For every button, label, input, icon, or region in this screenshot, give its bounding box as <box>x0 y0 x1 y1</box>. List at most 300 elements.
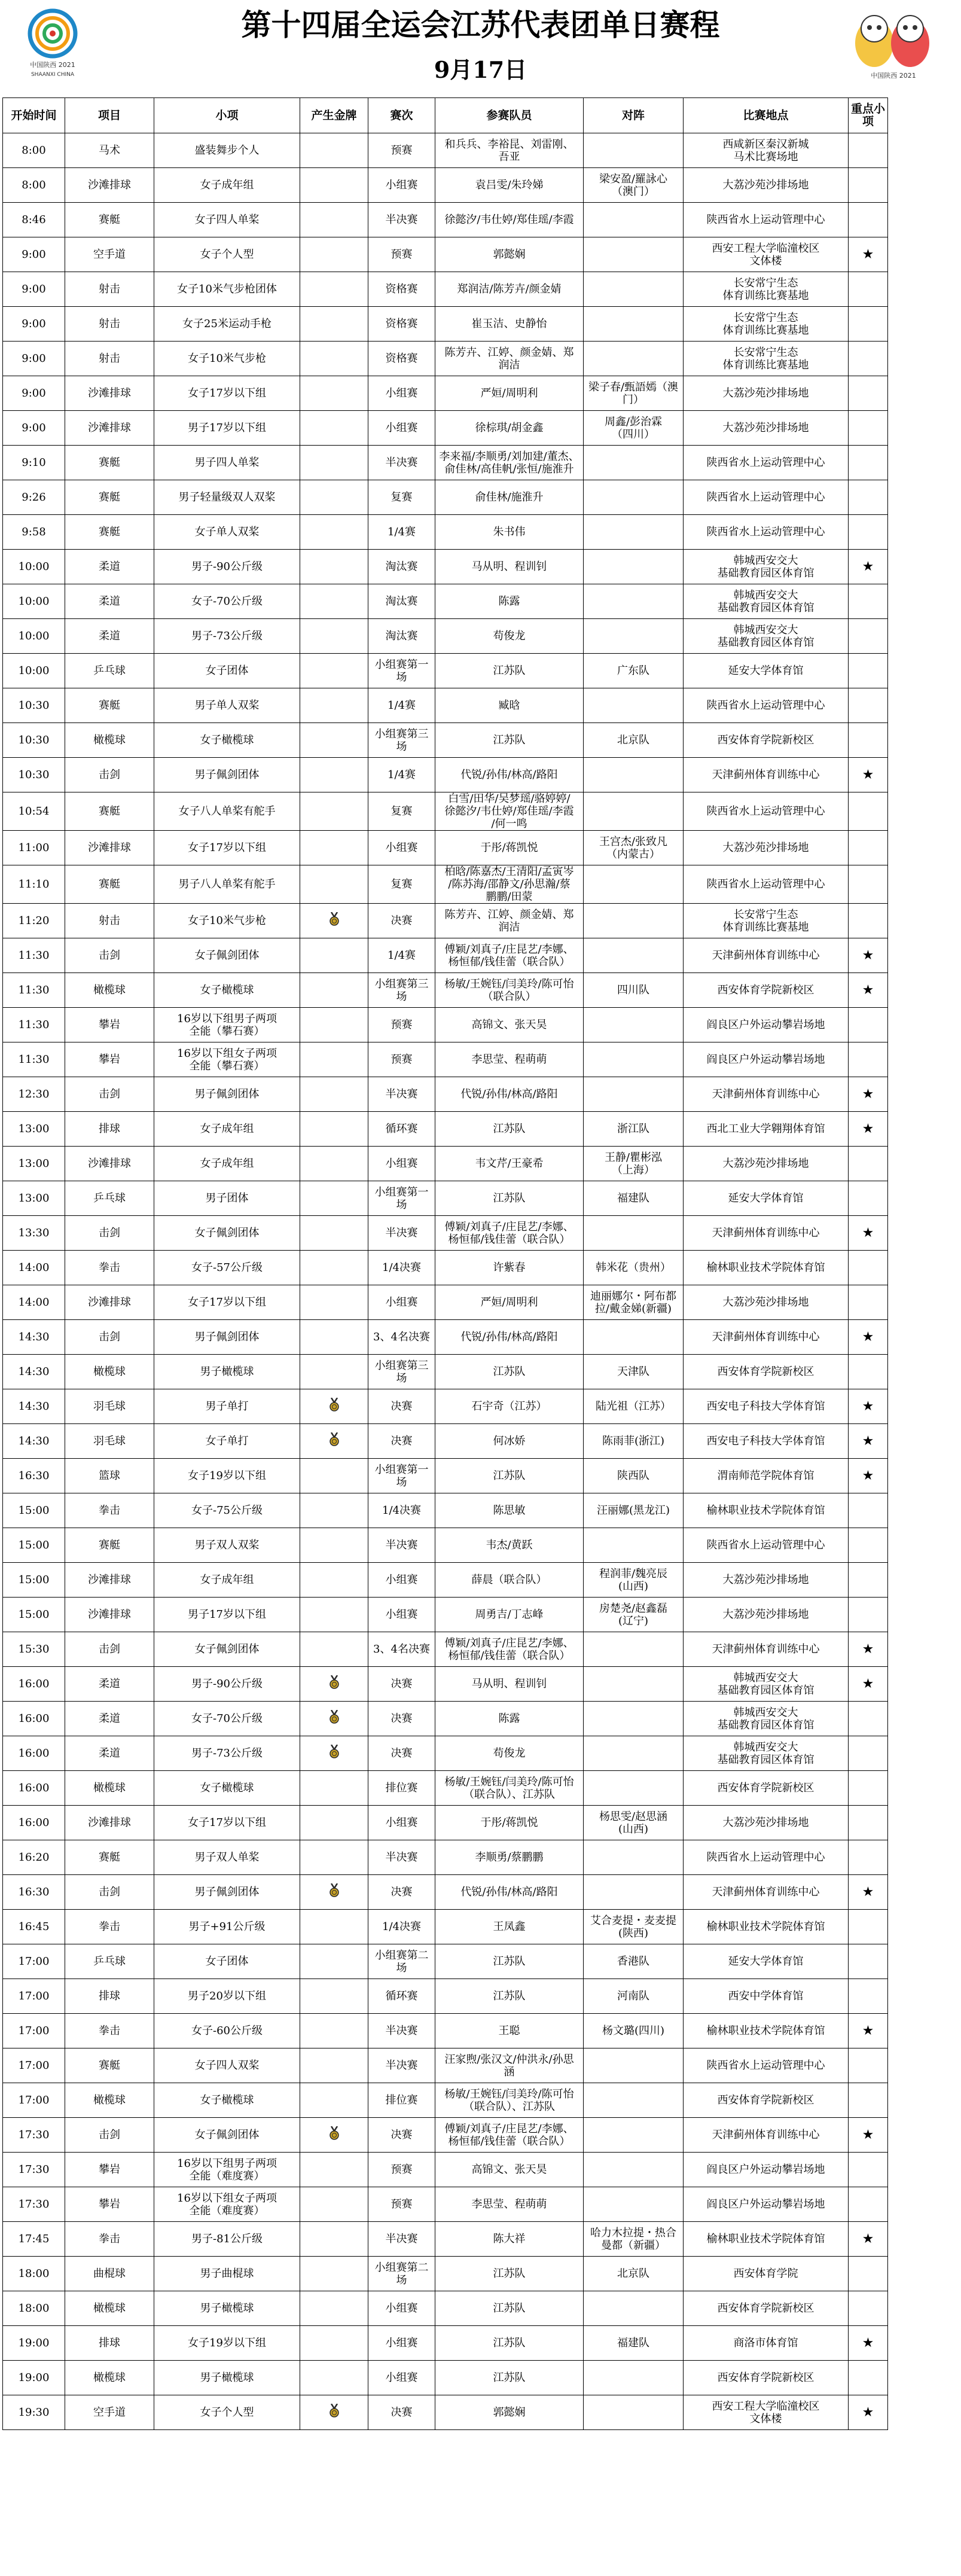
cell-opponent <box>584 203 684 237</box>
cell-sport: 击剑 <box>65 1320 154 1355</box>
cell-sport: 击剑 <box>65 758 154 792</box>
cell-venue: 长安常宁生态 体育训练比赛基地 <box>684 307 849 342</box>
cell-event: 女子成年组 <box>154 1563 300 1598</box>
cell-venue: 陕西省水上运动管理中心 <box>684 480 849 515</box>
cell-round: 决赛 <box>368 1702 435 1736</box>
cell-opponent <box>584 2291 684 2326</box>
cell-key <box>849 865 888 904</box>
star-icon: ★ <box>862 767 874 782</box>
cell-venue: 长安常宁生态 体育训练比赛基地 <box>684 342 849 376</box>
cell-athletes: 江苏队 <box>435 1944 584 1979</box>
cell-opponent <box>584 2083 684 2118</box>
cell-event: 女子单打 <box>154 1424 300 1459</box>
cell-athletes: 李思莹、程萌萌 <box>435 1042 584 1077</box>
cell-time: 19:00 <box>3 2326 65 2361</box>
cell-event: 女子-60公斤级 <box>154 2014 300 2048</box>
cell-event: 女子19岁以下组 <box>154 2326 300 2361</box>
cell-opponent <box>584 1736 684 1771</box>
cell-event: 男子八人单桨有舵手 <box>154 865 300 904</box>
cell-athletes: 陈露 <box>435 584 584 619</box>
cell-athletes: 傅颖/刘真子/庄昆艺/李娜、 杨恒郁/钱佳蕾（联合队） <box>435 1632 584 1667</box>
cell-opponent: 天津队 <box>584 1355 684 1389</box>
cell-time: 16:00 <box>3 1667 65 1702</box>
cell-gold <box>300 2291 368 2326</box>
cell-opponent: 韩米花（贵州） <box>584 1251 684 1285</box>
cell-venue: 大荔沙苑沙排场地 <box>684 376 849 411</box>
cell-venue: 韩城西安交大 基础教育园区体育馆 <box>684 584 849 619</box>
cell-round: 1/4赛 <box>368 938 435 973</box>
cell-gold <box>300 584 368 619</box>
cell-opponent: 陕西队 <box>584 1459 684 1493</box>
cell-sport: 击剑 <box>65 1077 154 1112</box>
cell-event: 女子四人双桨 <box>154 2048 300 2083</box>
col-header-gold: 产生金牌 <box>300 98 368 133</box>
cell-opponent: 哈力木拉提・热合 曼都（新疆） <box>584 2222 684 2257</box>
table-row <box>3 1181 888 1216</box>
cell-key <box>849 1285 888 1320</box>
cell-venue: 韩城西安交大 基础教育园区体育馆 <box>684 1667 849 1702</box>
cell-sport: 橄榄球 <box>65 2083 154 2118</box>
cell-round: 小组赛 <box>368 2326 435 2361</box>
table-row <box>3 1320 888 1355</box>
cell-athletes: 周勇吉/丁志峰 <box>435 1598 584 1632</box>
cell-opponent: 陆光祖（江苏） <box>584 1389 684 1424</box>
table-row <box>3 2395 888 2430</box>
table-row <box>3 1493 888 1528</box>
cell-opponent <box>584 758 684 792</box>
cell-event: 男子佩剑团体 <box>154 758 300 792</box>
cell-athletes: 王聪 <box>435 2014 584 2048</box>
cell-gold <box>300 515 368 550</box>
cell-venue: 大荔沙苑沙排场地 <box>684 1598 849 1632</box>
cell-key <box>849 307 888 342</box>
cell-sport: 沙滩排球 <box>65 411 154 446</box>
cell-opponent: 房楚尧/赵鑫磊 (辽宁) <box>584 1598 684 1632</box>
cell-venue: 天津蓟州体育训练中心 <box>684 1216 849 1251</box>
cell-athletes: 江苏队 <box>435 1181 584 1216</box>
cell-key <box>849 688 888 723</box>
table-row <box>3 133 888 168</box>
cell-round: 半决赛 <box>368 446 435 480</box>
cell-round: 小组赛 <box>368 1806 435 1840</box>
cell-venue: 阎良区户外运动攀岩场地 <box>684 2153 849 2187</box>
cell-time: 14:30 <box>3 1320 65 1355</box>
cell-sport: 射击 <box>65 342 154 376</box>
cell-gold <box>300 1042 368 1077</box>
cell-key <box>849 237 888 272</box>
cell-key <box>849 654 888 688</box>
cell-athletes: 白雪/田华/吴梦瑶/骆婷婷/ 徐懿汐/韦仕婷/郑佳瑶/李霞 /何一鸣 <box>435 792 584 831</box>
col-header-athletes: 参赛队员 <box>435 98 584 133</box>
cell-athletes: 陈芳卉、江婷、颜金婧、郑 润洁 <box>435 342 584 376</box>
cell-gold <box>300 2153 368 2187</box>
cell-time: 8:00 <box>3 168 65 203</box>
cell-time: 18:00 <box>3 2291 65 2326</box>
cell-athletes: 韦文芹/王豪希 <box>435 1147 584 1181</box>
table-row <box>3 1355 888 1389</box>
table-row <box>3 2361 888 2395</box>
cell-opponent <box>584 938 684 973</box>
cell-round: 小组赛 <box>368 831 435 865</box>
cell-time: 14:00 <box>3 1251 65 1285</box>
cell-gold <box>300 1320 368 1355</box>
cell-venue: 长安常宁生态 体育训练比赛基地 <box>684 272 849 307</box>
star-icon: ★ <box>862 2127 874 2142</box>
cell-opponent: 北京队 <box>584 723 684 758</box>
cell-gold <box>300 688 368 723</box>
cell-time: 16:20 <box>3 1840 65 1875</box>
cell-sport: 橄榄球 <box>65 1771 154 1806</box>
cell-round: 预赛 <box>368 237 435 272</box>
cell-venue: 大荔沙苑沙排场地 <box>684 831 849 865</box>
cell-key <box>849 938 888 973</box>
cell-time: 13:30 <box>3 1216 65 1251</box>
cell-key <box>849 1216 888 1251</box>
cell-key <box>849 1320 888 1355</box>
cell-opponent <box>584 2118 684 2153</box>
cell-key <box>849 723 888 758</box>
cell-key <box>849 1042 888 1077</box>
cell-athletes: 马从明、程训钊 <box>435 550 584 584</box>
cell-opponent: 王宫杰/张致凡 （内蒙古） <box>584 831 684 865</box>
cell-venue: 西安体育学院新校区 <box>684 973 849 1008</box>
cell-athletes: 臧晗 <box>435 688 584 723</box>
cell-opponent: 福建队 <box>584 1181 684 1216</box>
cell-time: 12:30 <box>3 1077 65 1112</box>
cell-sport: 拳击 <box>65 1251 154 1285</box>
cell-sport: 排球 <box>65 1979 154 2014</box>
cell-athletes: 江苏队 <box>435 1355 584 1389</box>
star-icon: ★ <box>862 1641 874 1657</box>
cell-opponent: 四川队 <box>584 973 684 1008</box>
logo-left-subcaption: SHAANXI CHINA <box>30 72 75 78</box>
cell-gold <box>300 2014 368 2048</box>
cell-sport: 赛艇 <box>65 1528 154 1563</box>
page-date: 9月17日 <box>434 56 527 83</box>
star-icon: ★ <box>862 1884 874 1900</box>
cell-venue: 阎良区户外运动攀岩场地 <box>684 1042 849 1077</box>
cell-time: 16:45 <box>3 1910 65 1944</box>
cell-key <box>849 515 888 550</box>
cell-sport: 沙滩排球 <box>65 1147 154 1181</box>
cell-key <box>849 1667 888 1702</box>
page-title: 第十四届全运会江苏代表团单日赛程 <box>241 7 720 42</box>
cell-athletes: 傅颖/刘真子/庄昆艺/李娜、 杨恒郁/钱佳蕾（联合队） <box>435 938 584 973</box>
cell-round: 复赛 <box>368 792 435 831</box>
schedule-body <box>3 133 888 2430</box>
cell-time: 10:30 <box>3 723 65 758</box>
table-row <box>3 1875 888 1910</box>
cell-athletes: 何冰娇 <box>435 1424 584 1459</box>
cell-venue: 榆林职业技术学院体育馆 <box>684 1493 849 1528</box>
cell-sport: 柔道 <box>65 584 154 619</box>
cell-sport: 沙滩排球 <box>65 168 154 203</box>
cell-athletes: 代锐/孙伟/林高/路阳 <box>435 1875 584 1910</box>
cell-gold <box>300 1944 368 1979</box>
cell-venue: 西安体育学院新校区 <box>684 2361 849 2395</box>
table-row <box>3 831 888 865</box>
cell-time: 11:00 <box>3 831 65 865</box>
cell-venue: 大荔沙苑沙排场地 <box>684 1285 849 1320</box>
cell-athletes: 代锐/孙伟/林高/路阳 <box>435 1320 584 1355</box>
cell-round: 小组赛第三场 <box>368 1355 435 1389</box>
cell-athletes: 许紫春 <box>435 1251 584 1285</box>
cell-opponent: 福建队 <box>584 2326 684 2361</box>
cell-key <box>849 619 888 654</box>
table-row <box>3 2222 888 2257</box>
medal-icon <box>329 912 340 926</box>
table-header-row <box>3 98 888 133</box>
cell-event: 16岁以下组男子两项 全能（攀石赛） <box>154 1008 300 1042</box>
star-icon: ★ <box>862 982 874 998</box>
cell-gold <box>300 1840 368 1875</box>
table-row <box>3 446 888 480</box>
star-icon: ★ <box>862 1398 874 1414</box>
star-icon: ★ <box>862 1121 874 1136</box>
cell-venue: 阎良区户外运动攀岩场地 <box>684 1008 849 1042</box>
cell-venue: 榆林职业技术学院体育馆 <box>684 1251 849 1285</box>
cell-sport: 赛艇 <box>65 446 154 480</box>
table-row <box>3 1598 888 1632</box>
table-row <box>3 688 888 723</box>
cell-event: 男子轻量级双人双桨 <box>154 480 300 515</box>
cell-opponent <box>584 1042 684 1077</box>
cell-sport: 空手道 <box>65 237 154 272</box>
cell-round: 预赛 <box>368 1042 435 1077</box>
cell-sport: 乒乓球 <box>65 1944 154 1979</box>
cell-event: 女子-70公斤级 <box>154 584 300 619</box>
cell-sport: 攀岩 <box>65 1042 154 1077</box>
cell-venue: 阎良区户外运动攀岩场地 <box>684 2187 849 2222</box>
cell-gold <box>300 550 368 584</box>
cell-key <box>849 272 888 307</box>
cell-athletes: 高锦文、张天昊 <box>435 1008 584 1042</box>
cell-gold <box>300 1112 368 1147</box>
cell-event: 男子-73公斤级 <box>154 619 300 654</box>
cell-gold <box>300 1598 368 1632</box>
cell-opponent: 杨文璐(四川) <box>584 2014 684 2048</box>
cell-opponent <box>584 515 684 550</box>
cell-event: 16岁以下组女子两项 全能（难度赛） <box>154 2187 300 2222</box>
cell-event: 男子橄榄球 <box>154 2361 300 2395</box>
medal-icon <box>329 1745 340 1759</box>
cell-event: 女子19岁以下组 <box>154 1459 300 1493</box>
cell-event: 男子单人双桨 <box>154 688 300 723</box>
cell-time: 11:30 <box>3 1042 65 1077</box>
cell-event: 男子橄榄球 <box>154 1355 300 1389</box>
cell-gold <box>300 376 368 411</box>
cell-venue: 延安大学体育馆 <box>684 654 849 688</box>
table-row <box>3 1042 888 1077</box>
cell-round: 小组赛第二场 <box>368 2257 435 2291</box>
cell-opponent <box>584 307 684 342</box>
cell-event: 女子橄榄球 <box>154 2083 300 2118</box>
cell-gold <box>300 2083 368 2118</box>
cell-event: 女子橄榄球 <box>154 1771 300 1806</box>
table-row <box>3 1840 888 1875</box>
cell-opponent <box>584 550 684 584</box>
cell-venue: 陕西省水上运动管理中心 <box>684 865 849 904</box>
cell-venue: 延安大学体育馆 <box>684 1181 849 1216</box>
cell-venue: 陕西省水上运动管理中心 <box>684 792 849 831</box>
col-header-key: 重点小项 <box>849 98 888 133</box>
cell-sport: 击剑 <box>65 1216 154 1251</box>
cell-gold <box>300 1771 368 1806</box>
cell-event: 16岁以下组男子两项 全能（难度赛） <box>154 2153 300 2187</box>
cell-event: 男子四人单桨 <box>154 446 300 480</box>
cell-key <box>849 2361 888 2395</box>
table-row <box>3 1702 888 1736</box>
table-row <box>3 2326 888 2361</box>
cell-key <box>849 2222 888 2257</box>
cell-athletes: 江苏队 <box>435 723 584 758</box>
cell-sport: 赛艇 <box>65 480 154 515</box>
cell-sport: 柔道 <box>65 1736 154 1771</box>
cell-time: 15:00 <box>3 1563 65 1598</box>
cell-venue: 韩城西安交大 基础教育园区体育馆 <box>684 1702 849 1736</box>
cell-athletes: 代锐/孙伟/林高/路阳 <box>435 1077 584 1112</box>
cell-event: 女子个人型 <box>154 237 300 272</box>
cell-round: 1/4决赛 <box>368 1251 435 1285</box>
cell-time: 16:00 <box>3 1771 65 1806</box>
cell-round: 半决赛 <box>368 2222 435 2257</box>
cell-athletes: 于彤/蒋凯悦 <box>435 831 584 865</box>
cell-gold <box>300 904 368 938</box>
star-icon: ★ <box>862 1676 874 1691</box>
cell-venue: 榆林职业技术学院体育馆 <box>684 2014 849 2048</box>
star-icon: ★ <box>862 2023 874 2038</box>
table-row <box>3 2187 888 2222</box>
medal-icon <box>329 1710 340 1724</box>
cell-time: 15:00 <box>3 1598 65 1632</box>
cell-key <box>849 1875 888 1910</box>
cell-sport: 赛艇 <box>65 1840 154 1875</box>
cell-athletes: 江苏队 <box>435 654 584 688</box>
cell-key <box>849 2326 888 2361</box>
cell-event: 女子10米气步枪团体 <box>154 272 300 307</box>
cell-time: 16:30 <box>3 1875 65 1910</box>
cell-sport: 橄榄球 <box>65 1355 154 1389</box>
cell-event: 女子-57公斤级 <box>154 1251 300 1285</box>
cell-round: 决赛 <box>368 1389 435 1424</box>
cell-round: 小组赛第一场 <box>368 654 435 688</box>
table-row <box>3 480 888 515</box>
cell-event: 男子-81公斤级 <box>154 2222 300 2257</box>
cell-gold <box>300 2326 368 2361</box>
cell-event: 女子佩剑团体 <box>154 938 300 973</box>
cell-venue: 长安常宁生态 体育训练比赛基地 <box>684 904 849 938</box>
cell-event: 女子个人型 <box>154 2395 300 2430</box>
cell-event: 男子团体 <box>154 1181 300 1216</box>
cell-time: 17:00 <box>3 2083 65 2118</box>
table-row <box>3 307 888 342</box>
cell-sport: 曲棍球 <box>65 2257 154 2291</box>
cell-round: 半决赛 <box>368 1216 435 1251</box>
table-row <box>3 1112 888 1147</box>
cell-athletes: 江苏队 <box>435 1459 584 1493</box>
cell-event: 女子佩剑团体 <box>154 1632 300 1667</box>
cell-venue: 西安体育学院新校区 <box>684 2083 849 2118</box>
cell-opponent: 广东队 <box>584 654 684 688</box>
cell-event: 男子-73公斤级 <box>154 1736 300 1771</box>
star-icon: ★ <box>862 559 874 574</box>
cell-sport: 沙滩排球 <box>65 376 154 411</box>
cell-gold <box>300 865 368 904</box>
cell-gold <box>300 758 368 792</box>
cell-opponent <box>584 2153 684 2187</box>
cell-gold <box>300 1251 368 1285</box>
cell-gold <box>300 723 368 758</box>
cell-opponent: 浙江队 <box>584 1112 684 1147</box>
cell-event: 男子佩剑团体 <box>154 1875 300 1910</box>
cell-sport: 沙滩排球 <box>65 1806 154 1840</box>
table-row <box>3 2153 888 2187</box>
cell-athletes: 江苏队 <box>435 2291 584 2326</box>
cell-time: 10:30 <box>3 758 65 792</box>
cell-event: 男子-90公斤级 <box>154 550 300 584</box>
cell-gold <box>300 2395 368 2430</box>
cell-time: 10:54 <box>3 792 65 831</box>
cell-venue: 陕西省水上运动管理中心 <box>684 688 849 723</box>
cell-key <box>849 1632 888 1667</box>
cell-venue: 西安体育学院 <box>684 2257 849 2291</box>
cell-athletes: 韦杰/黄跃 <box>435 1528 584 1563</box>
cell-time: 16:30 <box>3 1459 65 1493</box>
cell-key <box>849 168 888 203</box>
cell-round: 半决赛 <box>368 1528 435 1563</box>
cell-opponent <box>584 272 684 307</box>
cell-time: 13:00 <box>3 1181 65 1216</box>
table-row <box>3 584 888 619</box>
star-icon: ★ <box>862 2231 874 2246</box>
cell-key <box>849 480 888 515</box>
cell-time: 13:00 <box>3 1112 65 1147</box>
cell-event: 女子橄榄球 <box>154 973 300 1008</box>
col-header-venue: 比赛地点 <box>684 98 849 133</box>
cell-time: 18:00 <box>3 2257 65 2291</box>
cell-gold <box>300 1424 368 1459</box>
cell-time: 15:00 <box>3 1493 65 1528</box>
cell-event: 女子橄榄球 <box>154 723 300 758</box>
cell-key <box>849 904 888 938</box>
cell-time: 9:00 <box>3 237 65 272</box>
cell-athletes: 郭懿娴 <box>435 237 584 272</box>
cell-time: 14:30 <box>3 1424 65 1459</box>
cell-gold <box>300 168 368 203</box>
cell-time: 17:45 <box>3 2222 65 2257</box>
cell-round: 1/4赛 <box>368 515 435 550</box>
cell-time: 17:00 <box>3 1944 65 1979</box>
cell-event: 女子单人双桨 <box>154 515 300 550</box>
cell-key <box>849 1493 888 1528</box>
cell-round: 小组赛 <box>368 1147 435 1181</box>
cell-opponent <box>584 1077 684 1112</box>
cell-time: 9:00 <box>3 376 65 411</box>
cell-athletes: 江苏队 <box>435 1112 584 1147</box>
cell-event: 男子-90公斤级 <box>154 1667 300 1702</box>
cell-event: 女子成年组 <box>154 168 300 203</box>
cell-opponent <box>584 480 684 515</box>
cell-athletes: 徐懿汐/韦仕婷/郑佳瑶/李霞 <box>435 203 584 237</box>
table-row <box>3 1528 888 1563</box>
cell-athletes: 陈思敏 <box>435 1493 584 1528</box>
cell-time: 17:00 <box>3 1979 65 2014</box>
cell-athletes: 郑润洁/陈芳卉/颜金婧 <box>435 272 584 307</box>
cell-time: 9:26 <box>3 480 65 515</box>
medal-icon <box>329 1398 340 1412</box>
cell-opponent <box>584 1702 684 1736</box>
cell-round: 资格赛 <box>368 342 435 376</box>
